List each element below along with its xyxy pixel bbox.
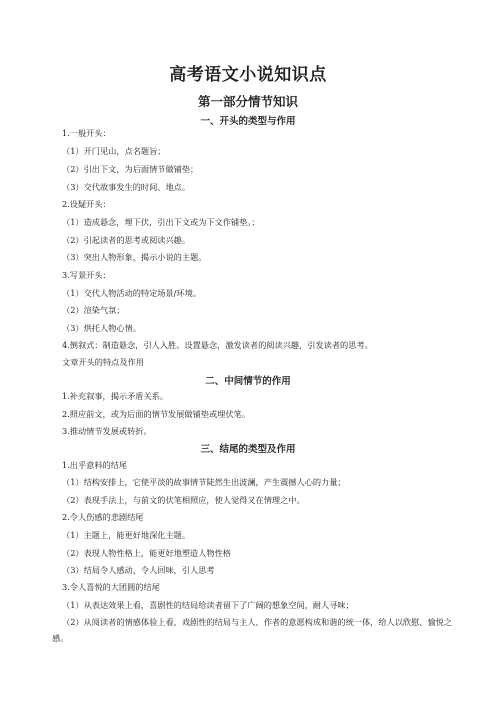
paragraph-line: 3.令人喜悦的大团圆的结尾 [62,582,160,592]
paragraph-line: （3）交代故事发生的时间、地点。 [62,182,191,192]
part-title: 第一部分情节知识 [197,94,298,109]
paragraph-line: （2）渲染气氛； [62,305,125,315]
paragraph-line: 1.出乎意料的结尾 [62,460,128,470]
paragraph-line: （1）从表达效果上看，喜剧性的结局给读者留下了广阔的想象空间，耐人寻味； [62,600,354,610]
document-title: 高考语文小说知识点 [169,65,327,85]
paragraph-line: （1）结构安排上，它使平淡的故事情节陡然生出波澜，产生震撼人心的力量； [62,477,346,487]
paragraph-line: （2）引起读者的思考或阅读兴趣。 [62,235,191,245]
paragraph-line: （1）主题上，能更好地深化主题。 [62,530,191,540]
section-heading-opening: 一、开头的类型与作用 [200,116,296,127]
paragraph-line: 2.令人伤感的悲剧结尾 [62,512,144,522]
paragraph-line: （2）表现人物性格上，能更好地塑造人物性格 [62,548,231,558]
paragraph-line: 2.设疑开头： [62,199,111,209]
paragraph-line: （1）造成悬念，埋下伏，引出下文或为下文作铺垫。； [62,217,260,227]
paragraph-line: （3）突出人物形象，揭示小说的主题。 [62,252,207,262]
paragraph-line: （2）引出下文，为后面情节做铺垫； [62,164,199,174]
paragraph-line: 3.写景开头： [62,270,111,280]
paragraph-line: 文章开头的特点及作用 [62,357,144,367]
paragraph-line: 4.倒叙式：制造悬念，引人入胜。设置悬念，激发读者的阅读兴趣，引发读者的思考。 [62,340,373,350]
paragraph-line: （1）开门见山，点名题旨； [62,146,166,156]
section-heading-middle: 二、中间情节的作用 [205,376,291,387]
paragraph-line: 1.补充叙事，揭示矛盾关系。 [62,391,169,401]
paragraph-line: （3）烘托人物心情。 [62,323,141,333]
paragraph-line: （1）交代人物活动的特定场景/环境。 [62,288,201,298]
paragraph-line: （2）表现手法上，与前文的伏笔相照应，使人觉得又在情理之中。 [62,495,305,505]
section-heading-ending: 三、结尾的类型及作用 [200,444,296,455]
paragraph-line: 1.一般开头： [62,128,111,138]
paragraph-line: （3）结局令人感动，令人回味，引人思考 [62,565,215,575]
paragraph-line: 3.推动情节发展或转折。 [62,426,152,436]
paragraph-line: 2.照应前文，或为后面的情节发展做铺垫或埋伏笔。 [62,409,250,419]
paragraph-line: （2）从阅读者的情感体验上看，戏剧性的结局与主人、作者的意愿构成和谐的统一体，给人以欣慰、愉悦之感。 [52,617,453,643]
